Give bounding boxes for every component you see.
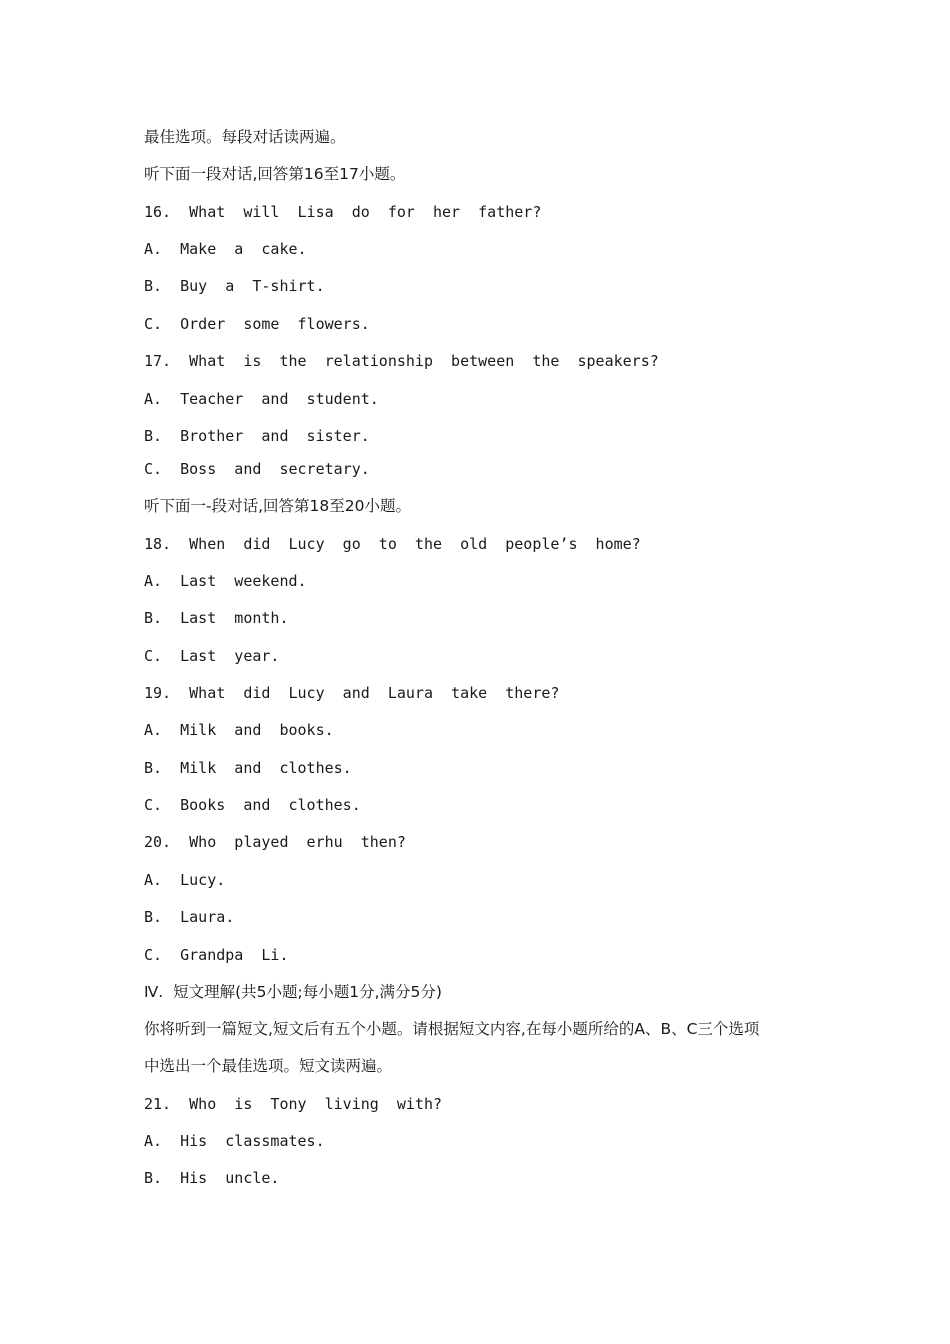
question-21: 21. Who is Tony living with? xyxy=(144,1095,443,1113)
question-17: 17. What is the relationship between the speakers? xyxy=(144,352,659,370)
section-instruction: 中选出一个最佳选项。短文读两遍。 xyxy=(144,1057,393,1075)
option-17-a: A. Teacher and student. xyxy=(144,390,379,408)
question-16: 16. What will Lisa do for her father? xyxy=(144,203,542,221)
option-16-b: B. Buy a T-shirt. xyxy=(144,277,325,295)
option-17-c: C. Boss and secretary. xyxy=(144,460,370,478)
option-20-c: C. Grandpa Li. xyxy=(144,946,289,964)
option-19-a: A. Milk and books. xyxy=(144,721,334,739)
option-18-c: C. Last year. xyxy=(144,647,280,665)
section-instruction: 听下面一段对话,回答第16至17小题。 xyxy=(144,165,406,183)
question-18: 18. When did Lucy go to the old people’s home? xyxy=(144,535,641,553)
option-16-a: A. Make a cake. xyxy=(144,240,307,258)
section-instruction: 听下面一-段对话,回答第18至20小题。 xyxy=(144,497,411,515)
option-21-a: A. His classmates. xyxy=(144,1132,325,1150)
option-21-b: B. His uncle. xyxy=(144,1169,280,1187)
section-instruction: 你将听到一篇短文,短文后有五个小题。请根据短文内容,在每小题所给的A、B、C三个选项 xyxy=(144,1020,760,1038)
option-18-a: A. Last weekend. xyxy=(144,572,307,590)
option-20-b: B. Laura. xyxy=(144,908,235,926)
option-16-c: C. Order some flowers. xyxy=(144,315,370,333)
section-heading: Ⅳ. 短文理解(共5小题;每小题1分,满分5分) xyxy=(144,983,442,1001)
question-19: 19. What did Lucy and Laura take there? xyxy=(144,684,560,702)
option-20-a: A. Lucy. xyxy=(144,871,226,889)
option-19-b: B. Milk and clothes. xyxy=(144,759,352,777)
option-18-b: B. Last month. xyxy=(144,609,289,627)
option-17-b: B. Brother and sister. xyxy=(144,427,370,445)
question-20: 20. Who played erhu then? xyxy=(144,833,406,851)
instruction-text: 最佳选项。每段对话读两遍。 xyxy=(144,128,346,146)
option-19-c: C. Books and clothes. xyxy=(144,796,361,814)
